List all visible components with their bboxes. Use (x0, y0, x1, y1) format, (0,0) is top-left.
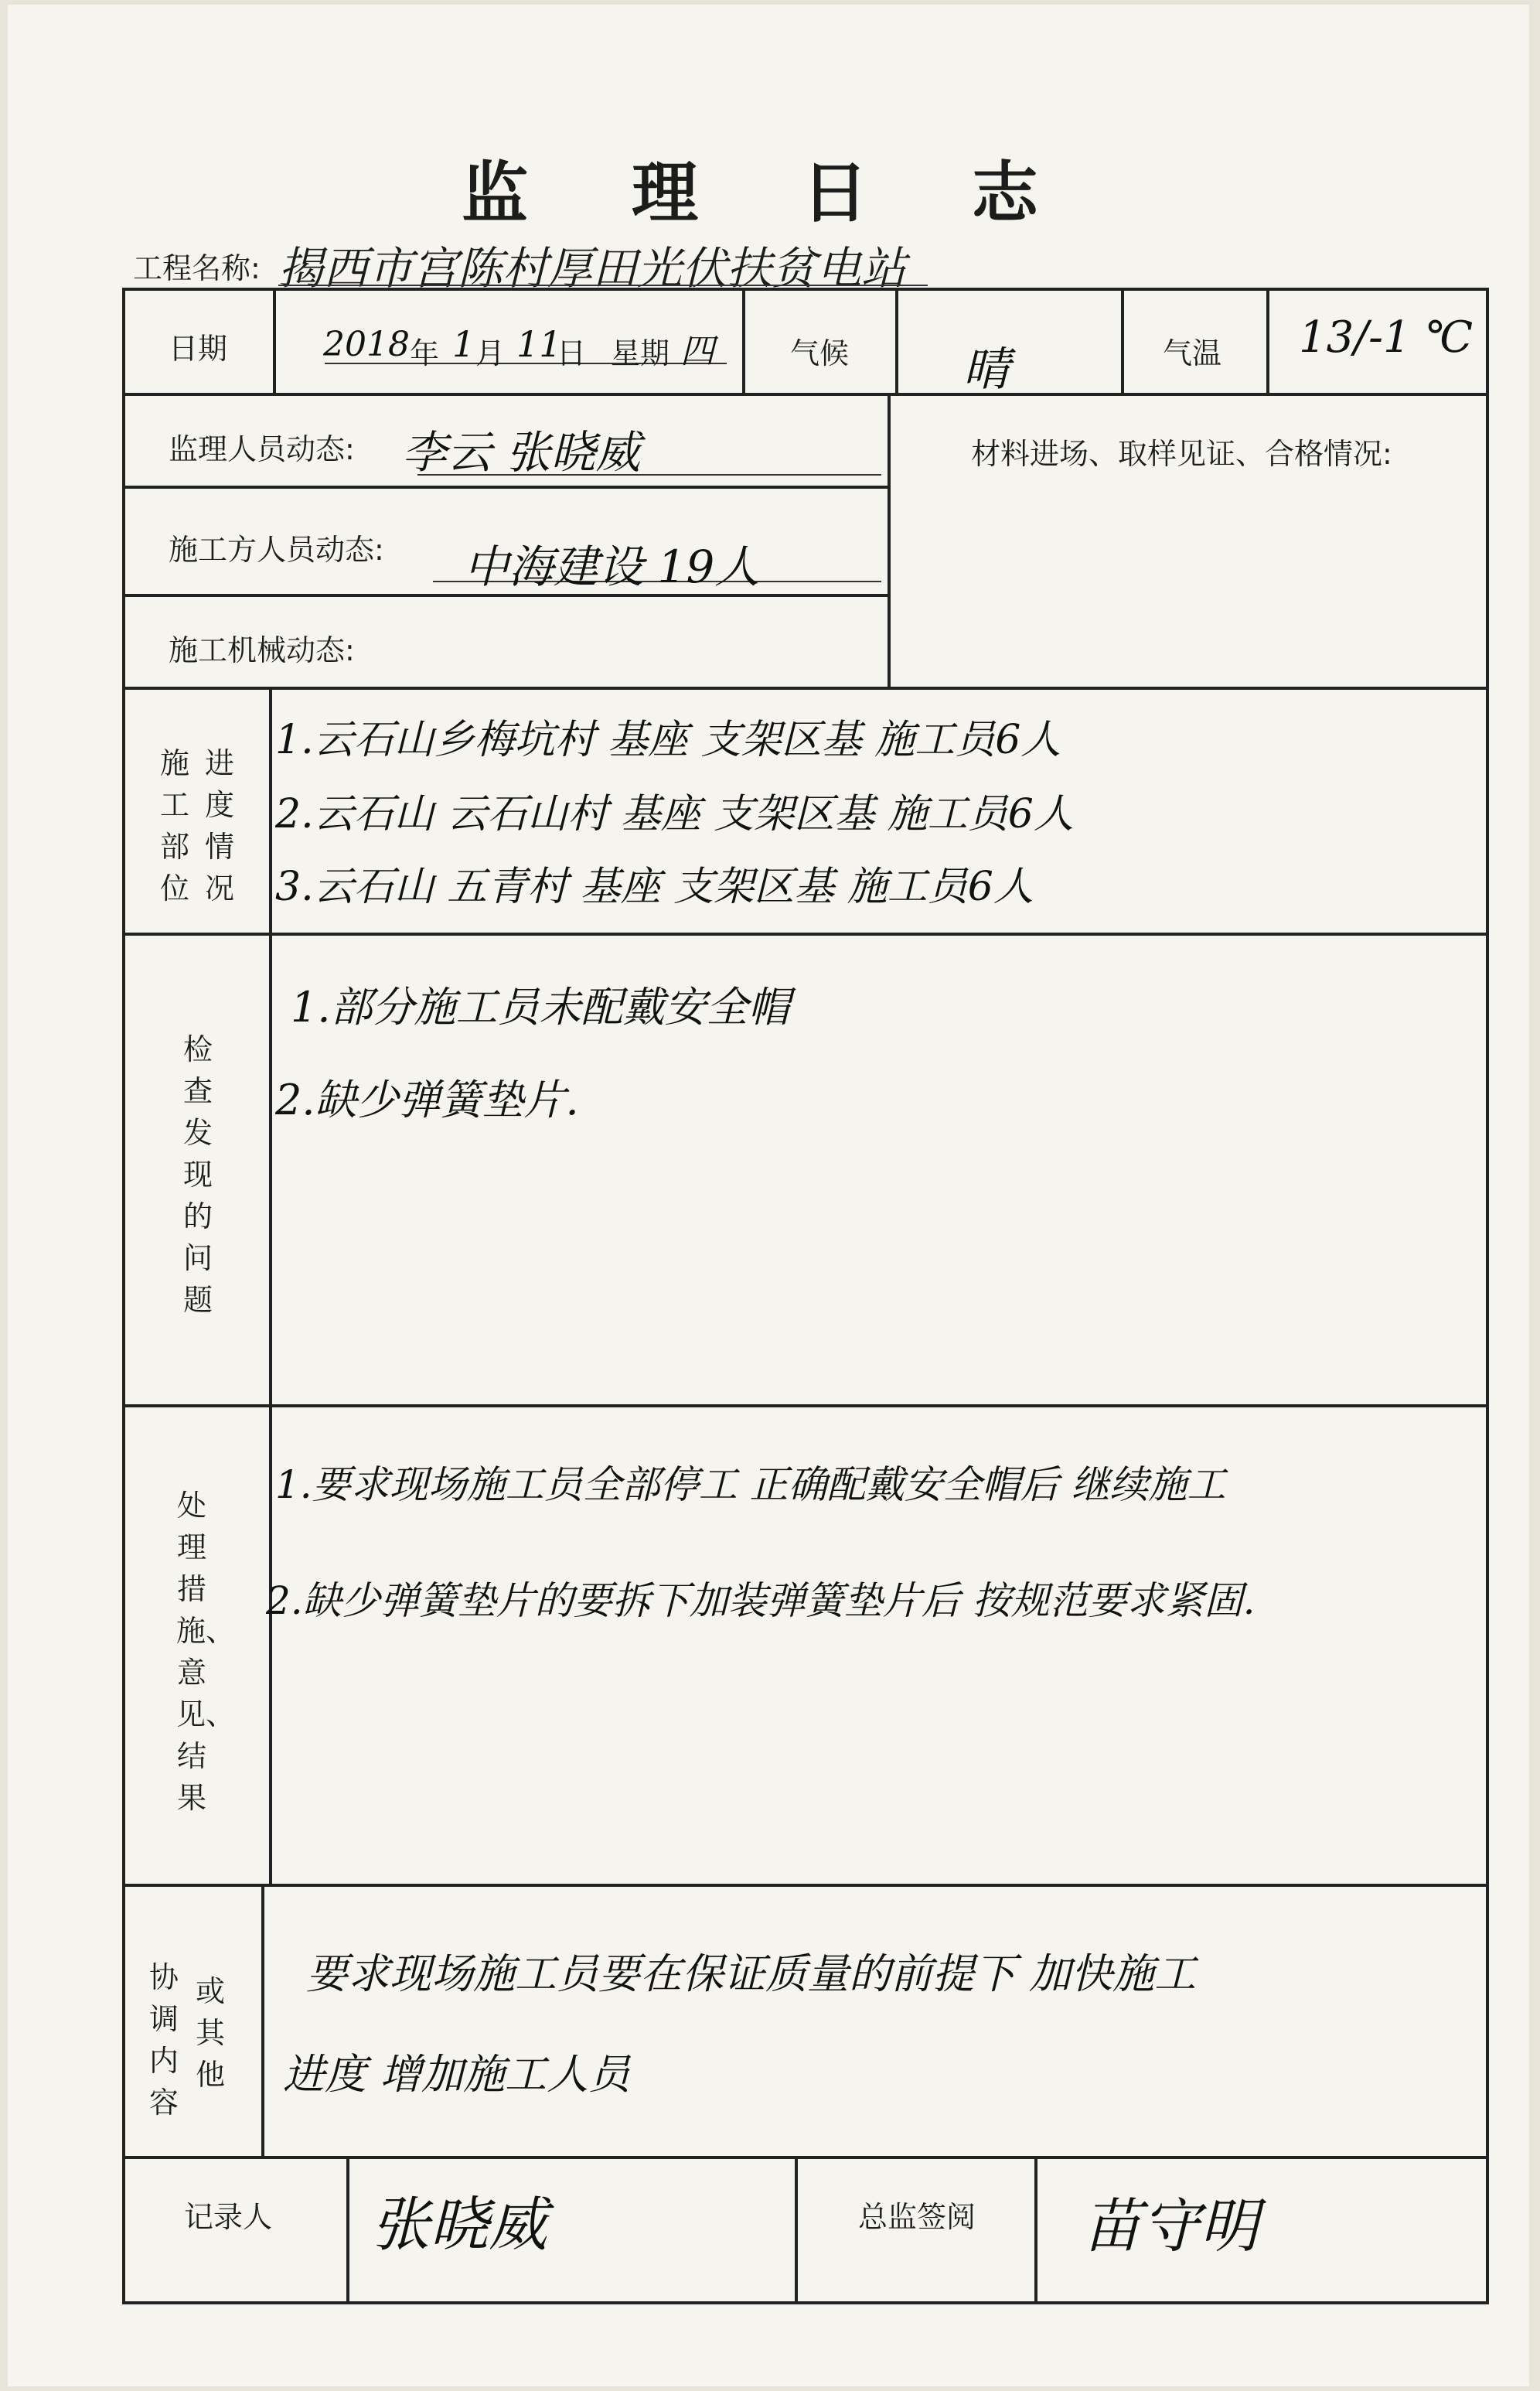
coordination-label-a: 协调内容 (148, 1960, 179, 2120)
weather-label: 气候 (790, 336, 850, 370)
progress-label-a: 施工部位 (159, 746, 189, 906)
coordination-line-2: 进度 增加施工人员 (283, 2050, 631, 2099)
date-year-unit: 年 (410, 336, 440, 370)
date-year: 2018 (323, 325, 410, 364)
coordination-label-b: 或其他 (195, 1974, 225, 2092)
contractor-personnel-value: 中海建设 19人 (464, 541, 760, 593)
date-weekday-label: 星期 (611, 336, 670, 370)
machinery-label: 施工机械动态: (169, 633, 355, 667)
weather-value: 晴 (963, 343, 1010, 397)
temperature-value: 13/-1 ℃ (1299, 312, 1474, 363)
issue-line-1: 1.部分施工员未配戴安全帽 (291, 983, 790, 1032)
progress-line-1: 1.云石山乡梅坑村 基座 支架区基 施工员6人 (275, 717, 1061, 763)
chief-label: 总监签阅 (858, 2200, 976, 2234)
date-day: 11 (516, 323, 562, 365)
issue-line-2: 2.缺少弹簧垫片. (275, 1076, 579, 1124)
date-day-unit: 日 (557, 336, 587, 370)
date-month: 1 (452, 323, 475, 365)
temperature-label: 气温 (1163, 336, 1222, 370)
supervisor-personnel-value: 李云 张晓威 (402, 426, 641, 479)
progress-line-2: 2.云石山 云石山村 基座 支架区基 施工员6人 (275, 791, 1074, 837)
date-label: 日期 (169, 332, 228, 366)
page-title: 监 理 日 志 (462, 155, 1078, 232)
chief-signature: 苗守明 (1082, 2191, 1259, 2260)
recorder-signature: 张晓威 (371, 2190, 547, 2259)
project-name: 揭西市宫陈村厚田光伏扶贫电站 (278, 242, 907, 295)
coordination-line-1: 要求现场施工员要在保证质量的前提下 加快施工 (306, 1949, 1197, 1998)
issues-label: 检查发现的问题 (182, 1032, 213, 1317)
date-weekday: 四 (680, 332, 714, 371)
supervisor-personnel-label: 监理人员动态: (169, 432, 355, 466)
measure-line-2: 2.缺少弹簧垫片的要拆下加装弹簧垫片后 按规范要求紧固. (266, 1578, 1256, 1623)
materials-label: 材料进场、取样见证、合格情况: (971, 437, 1392, 471)
measure-line-1: 1.要求现场施工员全部停工 正确配戴安全帽后 继续施工 (275, 1462, 1226, 1507)
progress-line-3: 3.云石山 五青村 基座 支架区基 施工员6人 (275, 864, 1034, 910)
date-month-unit: 月 (475, 336, 506, 370)
project-label: 工程名称: (133, 251, 261, 285)
progress-label-b: 进度情况 (204, 746, 234, 906)
measures-label: 处理措施、意见、结果 (176, 1489, 236, 1815)
contractor-personnel-label: 施工方人员动态: (169, 533, 384, 567)
recorder-label: 记录人 (184, 2200, 273, 2234)
